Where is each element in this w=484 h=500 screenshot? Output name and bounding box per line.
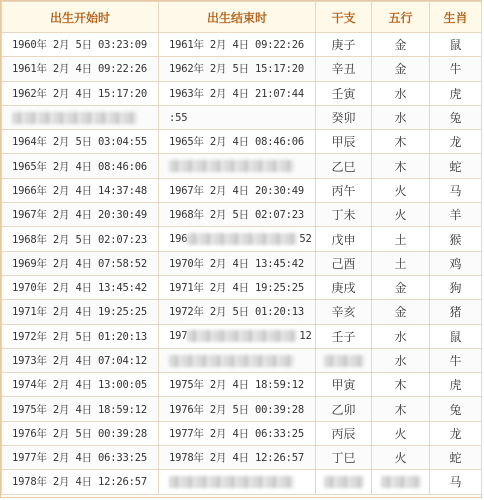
cell-birth-start: 1973年 2月 4日 07:04:12 [2,348,159,372]
redacted-blur [187,330,297,342]
table-row [2,81,482,105]
cell-birth-end-tail-text: 12 [299,330,312,343]
cell-ganzhi: 丁未 [316,203,372,227]
cell-birth-end: 1971年 2月 4日 19:25:25 [159,275,316,299]
cell-ganzhi: 庚戌 [316,275,372,299]
cell-ganzhi: 壬子 [316,324,372,348]
cell-shengxiao: 马 [430,470,482,494]
cell-birth-end [159,348,316,372]
cell-birth-end: 1967年 2月 4日 20:30:49 [159,178,316,202]
cell-birth-start: 1960年 2月 5日 03:23:09 [2,33,159,57]
cell-shengxiao: 蛇 [430,154,482,178]
table-row [2,348,482,372]
cell-shengxiao: 牛 [430,57,482,81]
cell-birth-start: 1966年 2月 4日 14:37:48 [2,178,159,202]
cell-ganzhi: 丙午 [316,178,372,202]
cell-shengxiao: 鸡 [430,251,482,275]
cell-birth-end: 1975年 2月 4日 18:59:12 [159,373,316,397]
cell-shengxiao: 兔 [430,397,482,421]
cell-birth-start: 1978年 2月 4日 12:26:57 [2,470,159,494]
header-wuxing: 五行 [372,2,430,33]
table-body [2,33,482,495]
table-row [2,300,482,324]
cell-ganzhi [316,348,372,372]
cell-wuxing: 木 [372,154,430,178]
redacted-blur [381,476,421,488]
cell-birth-start: 1976年 2月 5日 00:39:28 [2,421,159,445]
cell-birth-end [159,154,316,178]
cell-wuxing: 水 [372,81,430,105]
cell-birth-end: 1978年 2月 4日 12:26:57 [159,446,316,470]
cell-ganzhi: 戊申 [316,227,372,251]
cell-wuxing: 水 [372,324,430,348]
cell-ganzhi: 壬寅 [316,81,372,105]
cell-birth-start: 1962年 2月 4日 15:17:20 [2,81,159,105]
cell-birth-end-tail-text: 52 [299,233,312,246]
cell-wuxing: 金 [372,33,430,57]
cell-wuxing: 木 [372,130,430,154]
cell-wuxing: 火 [372,446,430,470]
cell-birth-start: 1969年 2月 4日 07:58:52 [2,251,159,275]
cell-shengxiao: 鼠 [430,324,482,348]
cell-ganzhi: 辛亥 [316,300,372,324]
cell-ganzhi: 庚子 [316,33,372,57]
cell-birth-start: 1970年 2月 4日 13:45:42 [2,275,159,299]
table-row [2,105,482,129]
cell-shengxiao: 虎 [430,81,482,105]
cell-birth-start: 1972年 2月 5日 01:20:13 [2,324,159,348]
cell-wuxing: 土 [372,227,430,251]
cell-shengxiao: 蛇 [430,446,482,470]
cell-birth-end: :55 [159,105,316,129]
table-row [2,446,482,470]
table-row [2,57,482,81]
cell-birth-end: 1968年 2月 5日 02:07:23 [159,203,316,227]
cell-birth-start [2,105,159,129]
cell-birth-start: 1968年 2月 5日 02:07:23 [2,227,159,251]
cell-birth-end [159,324,316,348]
cell-wuxing [372,470,430,494]
table-row [2,154,482,178]
cell-shengxiao: 马 [430,178,482,202]
cell-birth-end: 1962年 2月 5日 15:17:20 [159,57,316,81]
redacted-blur [324,476,364,488]
redacted-blur [169,476,294,488]
cell-birth-start: 1964年 2月 5日 03:04:55 [2,130,159,154]
cell-birth-start: 1971年 2月 4日 19:25:25 [2,300,159,324]
header-birth-end: 出生结束时 [159,2,316,33]
cell-ganzhi: 甲寅 [316,373,372,397]
table-row [2,397,482,421]
cell-wuxing: 木 [372,373,430,397]
cell-shengxiao: 龙 [430,130,482,154]
cell-birth-end: 1972年 2月 5日 01:20:13 [159,300,316,324]
cell-wuxing: 金 [372,300,430,324]
cell-ganzhi: 乙巳 [316,154,372,178]
table-row [2,33,482,57]
cell-shengxiao: 龙 [430,421,482,445]
cell-birth-end: 1965年 2月 4日 08:46:06 [159,130,316,154]
cell-ganzhi: 乙卯 [316,397,372,421]
cell-birth-end: 1977年 2月 4日 06:33:25 [159,421,316,445]
cell-birth-end: 1963年 2月 4日 21:07:44 [159,81,316,105]
table-row [2,203,482,227]
cell-birth-start: 1961年 2月 4日 09:22:26 [2,57,159,81]
cell-ganzhi: 丁巳 [316,446,372,470]
redacted-blur [169,355,294,367]
header-shengxiao: 生肖 [430,2,482,33]
cell-ganzhi: 甲辰 [316,130,372,154]
cell-wuxing: 火 [372,203,430,227]
table-row [2,470,482,494]
cell-birth-end: 1961年 2月 4日 09:22:26 [159,33,316,57]
cell-birth-end-visible-text: 197 [169,330,188,343]
cell-shengxiao: 猴 [430,227,482,251]
cell-wuxing: 火 [372,421,430,445]
table-row [2,324,482,348]
cell-ganzhi: 丙辰 [316,421,372,445]
cell-birth-start: 1977年 2月 4日 06:33:25 [2,446,159,470]
cell-birth-end: 1976年 2月 5日 00:39:28 [159,397,316,421]
cell-wuxing: 水 [372,105,430,129]
header-ganzhi: 干支 [316,2,372,33]
redacted-blur [169,160,294,172]
cell-birth-end-visible-text: 196 [169,233,188,246]
redacted-blur [324,355,364,367]
cell-birth-end [159,470,316,494]
cell-shengxiao: 鼠 [430,33,482,57]
cell-ganzhi: 己酉 [316,251,372,275]
table-row [2,373,482,397]
cell-birth-end [159,227,316,251]
cell-birth-start: 1965年 2月 4日 08:46:06 [2,154,159,178]
zodiac-year-table [1,1,482,495]
cell-birth-end: 1970年 2月 4日 13:45:42 [159,251,316,275]
cell-shengxiao: 猪 [430,300,482,324]
cell-ganzhi [316,470,372,494]
redacted-blur [12,112,137,124]
cell-shengxiao: 狗 [430,275,482,299]
table-row [2,251,482,275]
header-birth-start: 出生开始时 [2,2,159,33]
cell-shengxiao: 牛 [430,348,482,372]
table-row [2,275,482,299]
cell-wuxing: 金 [372,57,430,81]
cell-wuxing: 土 [372,251,430,275]
cell-birth-start: 1974年 2月 4日 13:00:05 [2,373,159,397]
cell-shengxiao: 羊 [430,203,482,227]
cell-ganzhi: 癸卯 [316,105,372,129]
table-row [2,227,482,251]
cell-wuxing: 木 [372,397,430,421]
cell-shengxiao: 虎 [430,373,482,397]
table-header-row [2,2,482,33]
cell-shengxiao: 兔 [430,105,482,129]
cell-wuxing: 金 [372,275,430,299]
redacted-blur [187,233,297,245]
table-row [2,130,482,154]
cell-wuxing: 水 [372,348,430,372]
cell-ganzhi: 辛丑 [316,57,372,81]
cell-wuxing: 火 [372,178,430,202]
table-row [2,178,482,202]
table-row [2,421,482,445]
cell-birth-start: 1975年 2月 4日 18:59:12 [2,397,159,421]
cell-birth-start: 1967年 2月 4日 20:30:49 [2,203,159,227]
